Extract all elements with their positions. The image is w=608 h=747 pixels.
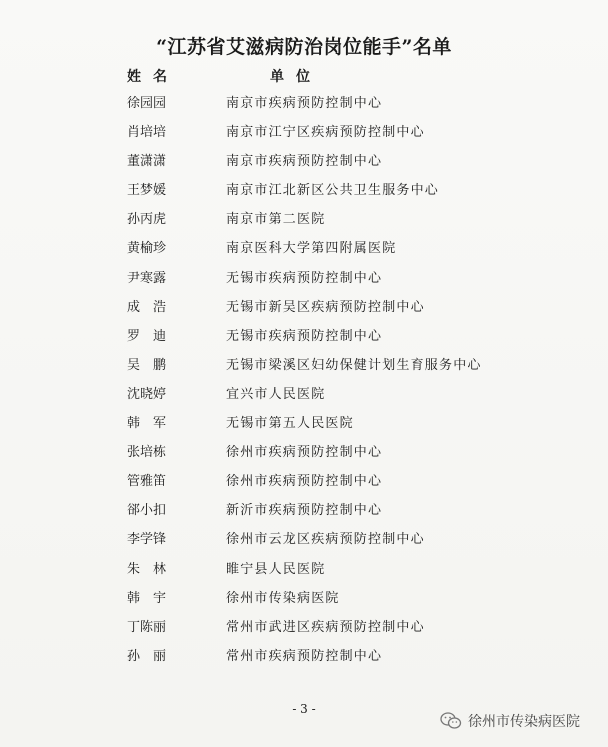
- person-name: 王梦媛: [127, 183, 167, 199]
- table-row: [0, 589, 608, 618]
- person-unit: 常州市疾病预防控制中心: [226, 648, 383, 664]
- table-row: [0, 414, 608, 443]
- table-row: [0, 94, 608, 123]
- person-name: 管雅笛: [127, 474, 167, 490]
- person-name: 韩 宇: [127, 590, 167, 606]
- document-title: “江苏省艾滋病防治岗位能手”名单: [156, 36, 452, 58]
- person-name: 罗 迪: [127, 328, 167, 344]
- person-unit: 无锡市梁溪区妇幼保健计划生育服务中心: [226, 357, 482, 373]
- table-row: [0, 560, 608, 589]
- table-row: [0, 385, 608, 414]
- person-unit: 睢宁县人民医院: [226, 561, 326, 577]
- name-list: [0, 94, 608, 676]
- table-row: [0, 210, 608, 239]
- person-name: 张培栋: [127, 445, 167, 461]
- person-unit: 徐州市疾病预防控制中心: [226, 445, 383, 461]
- table-row: [0, 152, 608, 181]
- person-name: 沈晓婷: [127, 386, 167, 402]
- table-row: [0, 327, 608, 356]
- watermark-text: 徐州市传染病医院: [468, 714, 580, 730]
- person-unit: 无锡市疾病预防控制中心: [226, 270, 383, 286]
- person-unit: 常州市武进区疾病预防控制中心: [226, 619, 425, 635]
- person-name: 董潇潇: [127, 154, 167, 170]
- person-unit: 南京市疾病预防控制中心: [226, 154, 383, 170]
- table-row: [0, 618, 608, 647]
- table-row: [0, 298, 608, 327]
- table-row: [0, 472, 608, 501]
- person-name: 李学锋: [127, 532, 167, 548]
- person-unit: 南京市疾病预防控制中心: [226, 96, 383, 111]
- table-row: [0, 530, 608, 559]
- person-unit: 南京市江宁区疾病预防控制中心: [226, 125, 425, 141]
- person-unit: 徐州市疾病预防控制中心: [226, 474, 383, 490]
- table-row: [0, 123, 608, 152]
- table-row: [0, 647, 608, 676]
- person-unit: 无锡市第五人民医院: [226, 416, 354, 432]
- person-name: 朱 林: [127, 561, 167, 577]
- person-name: 黄榆珍: [127, 241, 167, 257]
- table-row: [0, 181, 608, 210]
- table-row: [0, 356, 608, 385]
- person-name: 韩 军: [127, 416, 167, 432]
- person-name: 丁陈丽: [127, 619, 167, 635]
- person-unit: 无锡市新吴区疾病预防控制中心: [226, 299, 425, 315]
- person-unit: 徐州市传染病医院: [226, 590, 340, 606]
- person-name: 吴 鹏: [127, 357, 167, 373]
- header-unit: 单位: [270, 69, 322, 85]
- person-unit: 南京市第二医院: [226, 212, 326, 228]
- person-unit: 宜兴市人民医院: [226, 386, 326, 402]
- person-name: 徐园园: [127, 96, 167, 111]
- person-name: 孙丙虎: [127, 212, 167, 228]
- person-name: 尹寒露: [127, 270, 167, 286]
- person-name: 肖培培: [127, 125, 167, 141]
- table-row: [0, 269, 608, 298]
- person-name: 成 浩: [127, 299, 167, 315]
- table-row: [0, 443, 608, 472]
- person-unit: 南京市江北新区公共卫生服务中心: [226, 183, 440, 199]
- table-row: [0, 239, 608, 268]
- person-name: 郤小扣: [127, 503, 167, 519]
- person-unit: 徐州市云龙区疾病预防控制中心: [226, 532, 425, 548]
- table-row: [0, 501, 608, 530]
- person-unit: 无锡市疾病预防控制中心: [226, 328, 383, 344]
- person-unit: 南京医科大学第四附属医院: [226, 241, 397, 257]
- watermark: [440, 710, 580, 732]
- page-number: - 3 -: [292, 702, 316, 716]
- person-name: 孙 丽: [127, 648, 167, 664]
- wechat-icon: [440, 712, 462, 730]
- table-header: [0, 66, 608, 86]
- header-name: 姓名: [127, 69, 179, 85]
- person-unit: 新沂市疾病预防控制中心: [226, 503, 383, 519]
